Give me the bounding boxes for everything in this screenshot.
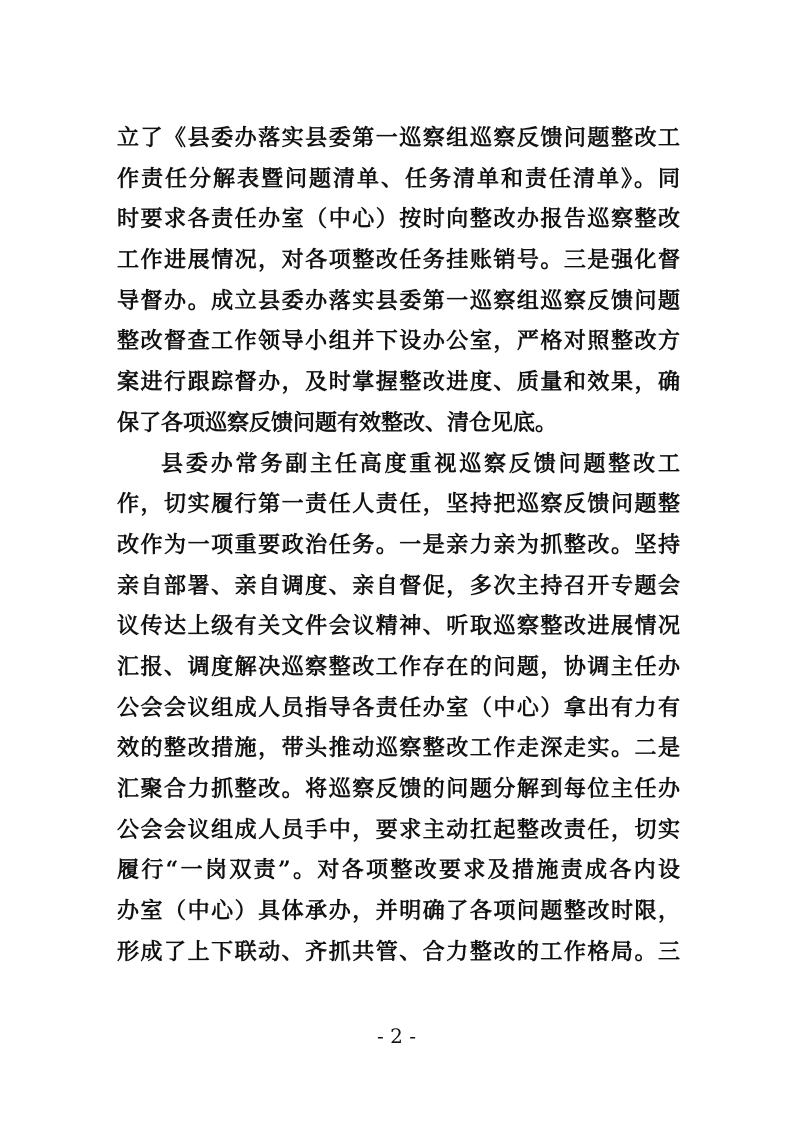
- text-line: 作，切实履行第一责任人责任，坚持把巡察反馈问题整: [117, 491, 680, 518]
- text-line: 立了《县委办落实县委第一巡察组巡察反馈问题整改工: [117, 125, 680, 151]
- text-line: 导督办。成立县委办落实县委第一巡察组巡察反馈问题: [117, 287, 680, 314]
- text-line: 形成了上下联动、齐抓共管、合力整改的工作格局。三: [117, 938, 680, 965]
- page-number: - 2 -: [377, 1024, 416, 1048]
- text-line: 公会会议组成人员手中，要求主动扛起整改责任，切实: [117, 816, 680, 843]
- text-line: 汇聚合力抓整改。将巡察反馈的问题分解到每位主任办: [117, 776, 680, 802]
- body-text: [117, 118, 680, 972]
- text-line: 保了各项巡察反馈问题有效整改、清仓见底。: [117, 409, 558, 436]
- text-line: 工作进展情况，对各项整改任务挂账销号。三是强化督: [117, 247, 680, 274]
- paragraph-first-line: 县委办常务副主任高度重视巡察反馈问题整改工: [161, 450, 680, 477]
- text-line: 效的整改措施，带头推动巡察整改工作走深走实。二是: [117, 735, 680, 762]
- text-line: 履行“一岗双责”。对各项整改要求及措施责成各内设: [117, 857, 680, 884]
- text-line: 作责任分解表暨问题清单、任务清单和责任清单》。同: [117, 165, 680, 192]
- text-line: 公会会议组成人员指导各责任办室（中心）拿出有力有: [117, 694, 680, 721]
- text-line: 案进行跟踪督办，及时掌握整改进度、质量和效果，确: [117, 369, 680, 396]
- text-line: 议传达上级有关文件会议精神、听取巡察整改进展情况: [117, 613, 680, 640]
- text-line: 亲自部署、亲自调度、亲自督促，多次主持召开专题会: [117, 572, 680, 599]
- text-line: 时要求各责任办室（中心）按时向整改办报告巡察整改: [117, 206, 680, 233]
- text-line: 办室（中心）具体承办，并明确了各项问题整改时限，: [117, 898, 680, 925]
- text-line: 整改督查工作领导小组并下设办公室，严格对照整改方: [117, 328, 680, 355]
- text-line: 汇报、调度解决巡察整改工作存在的问题，协调主任办: [117, 653, 680, 680]
- text-line: 改作为一项重要政治任务。一是亲力亲为抓整改。坚持: [117, 531, 680, 558]
